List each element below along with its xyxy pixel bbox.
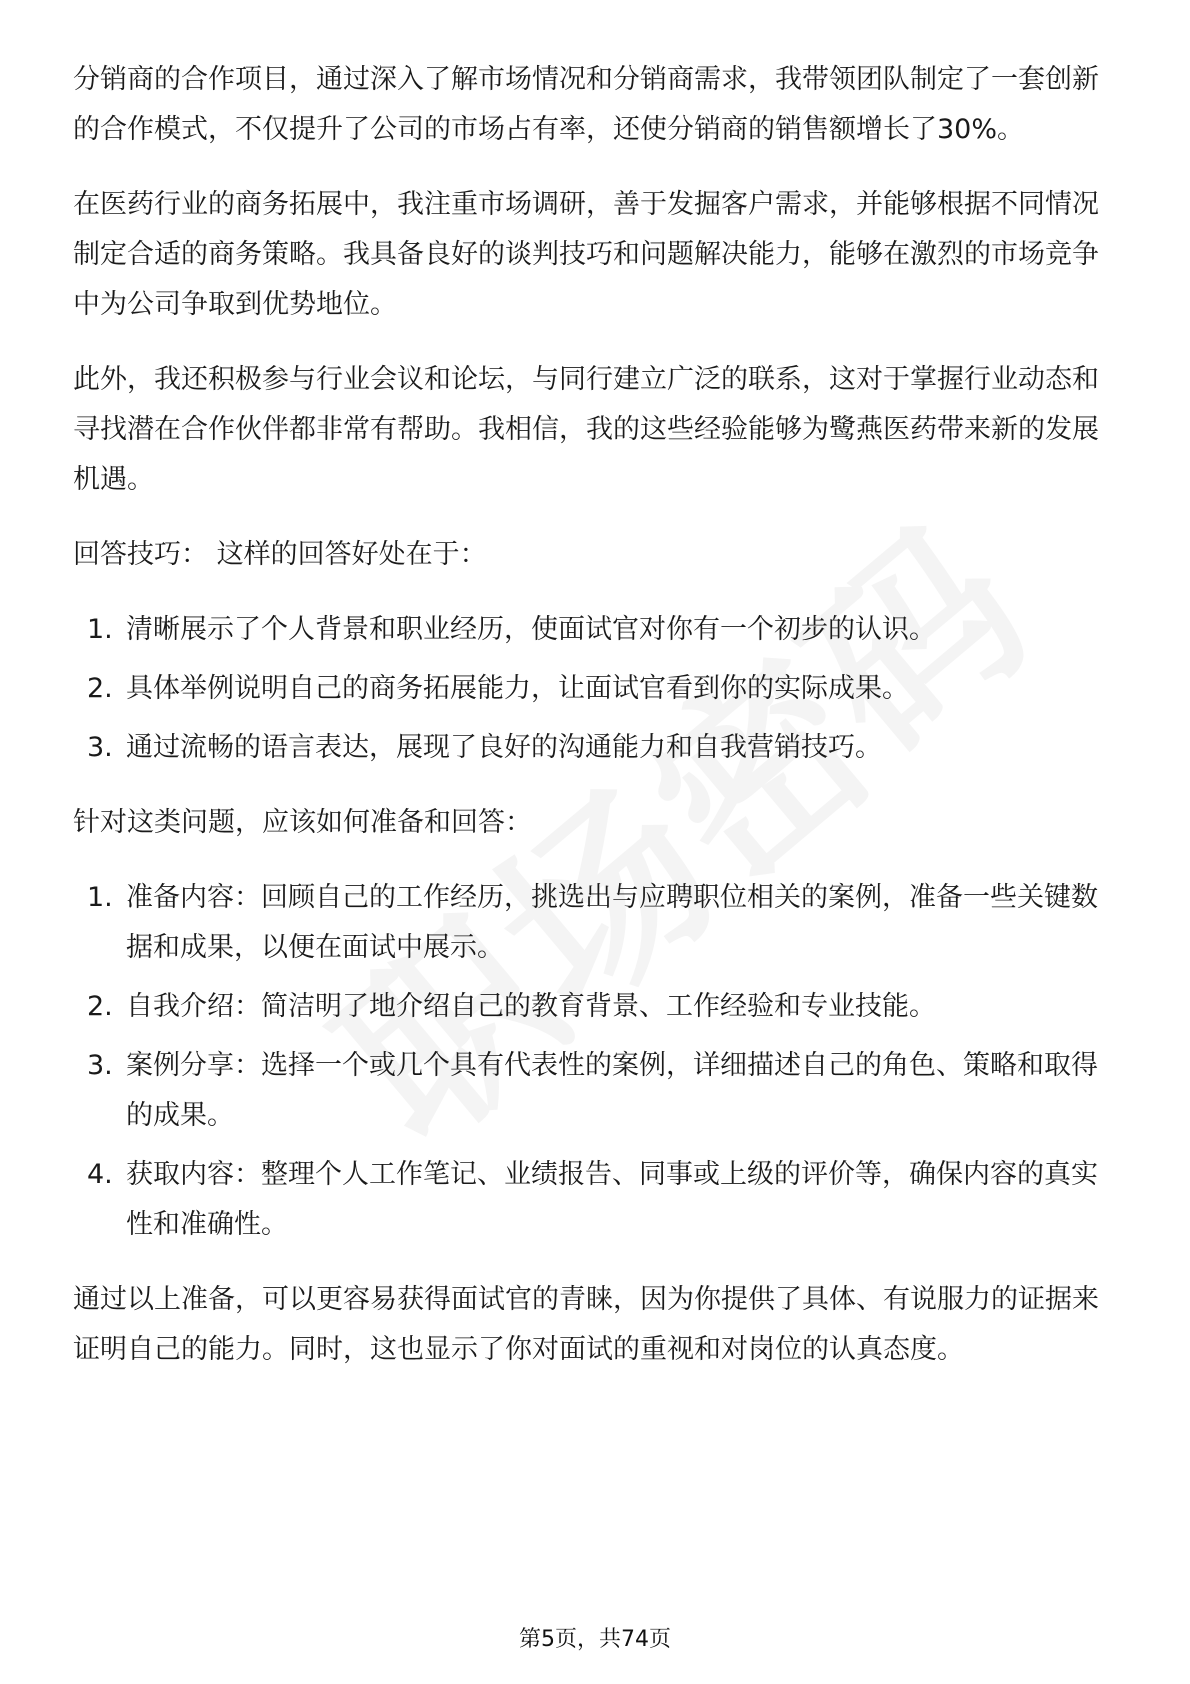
list-item-text: 案例分享：选择一个或几个具有代表性的案例，详细描述自己的角色、策略和取得的成果。 bbox=[126, 1050, 1098, 1131]
list-number: 2. bbox=[87, 673, 113, 704]
list-item bbox=[73, 873, 1118, 973]
tips-heading: 回答技巧： 这样的回答好处在于： bbox=[73, 539, 487, 570]
paragraph: 此外，我还积极参与行业会议和论坛，与同行建立广泛的联系，这对于掌握行业动态和寻找潜在合作伙伴都非常有帮助。我相信，我的这些经验能够为鹭燕医药带来新的发展机遇。 bbox=[73, 364, 1099, 495]
list-item-text: 通过流畅的语言表达，展现了良好的沟通能力和自我营销技巧。 bbox=[126, 732, 882, 763]
page-footer: 第5页，共74页 bbox=[519, 1627, 671, 1652]
list-item-text: 获取内容：整理个人工作笔记、业绩报告、同事或上级的评价等，确保内容的真实性和准确性。 bbox=[126, 1159, 1098, 1240]
list-number: 1. bbox=[87, 882, 113, 913]
closing-paragraph: 通过以上准备，可以更容易获得面试官的青睐，因为你提供了具体、有说服力的证据来证明自己的能力。同时，这也显示了你对面试的重视和对岗位的认真态度。 bbox=[73, 1284, 1099, 1365]
list-item bbox=[73, 982, 1118, 1032]
list-item bbox=[73, 664, 1118, 714]
list-item-text: 自我介绍：简洁明了地介绍自己的教育背景、工作经验和专业技能。 bbox=[126, 991, 936, 1022]
prep-heading: 针对这类问题，应该如何准备和回答： bbox=[73, 807, 532, 838]
paragraph: 在医药行业的商务拓展中，我注重市场调研，善于发掘客户需求，并能够根据不同情况制定合适的商务策略。我具备良好的谈判技巧和问题解决能力，能够在激烈的市场竞争中为公司争取到优势地位。 bbox=[73, 189, 1099, 320]
list-item bbox=[73, 605, 1118, 655]
list-number: 3. bbox=[87, 732, 113, 763]
prep-list bbox=[73, 873, 1118, 1250]
list-item-text: 具体举例说明自己的商务拓展能力，让面试官看到你的实际成果。 bbox=[126, 673, 909, 704]
list-item bbox=[73, 723, 1118, 773]
list-item-text: 准备内容：回顾自己的工作经历，挑选出与应聘职位相关的案例，准备一些关键数据和成果，以便在面试中展示。 bbox=[126, 882, 1098, 963]
page-content bbox=[73, 55, 1118, 1400]
paragraph: 分销商的合作项目，通过深入了解市场情况和分销商需求，我带领团队制定了一套创新的合作模式，不仅提升了公司的市场占有率，还使分销商的销售额增长了30%。 bbox=[73, 64, 1099, 145]
list-number: 1. bbox=[87, 614, 113, 645]
list-number: 4. bbox=[87, 1159, 113, 1190]
list-number: 3. bbox=[87, 1050, 113, 1081]
tips-list bbox=[73, 605, 1118, 773]
list-item-text: 清晰展示了个人背景和职业经历，使面试官对你有一个初步的认识。 bbox=[126, 614, 936, 645]
list-number: 2. bbox=[87, 991, 113, 1022]
list-item bbox=[73, 1041, 1118, 1141]
list-item bbox=[73, 1150, 1118, 1250]
